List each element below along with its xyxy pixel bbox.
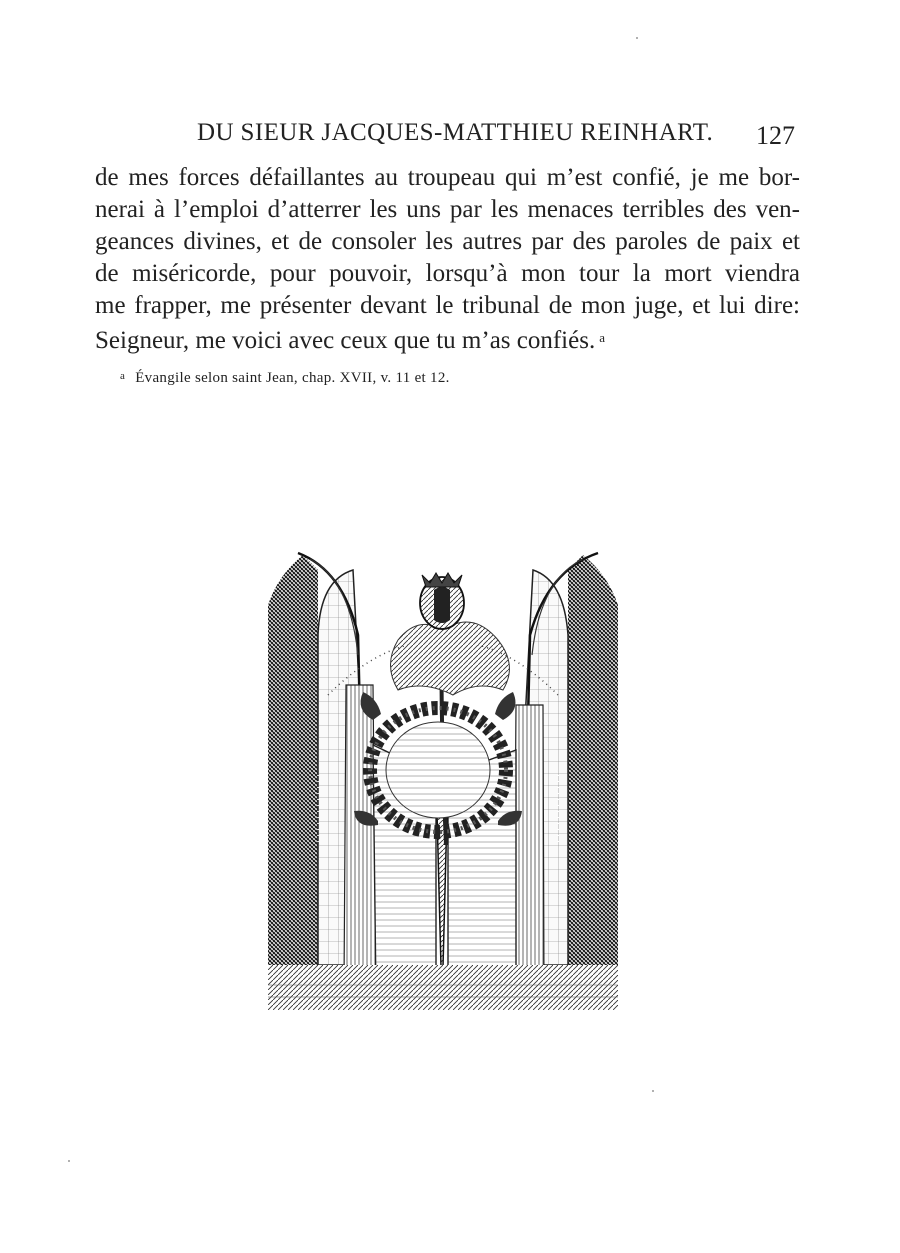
body-text: [95, 162, 800, 354]
left-wall: [268, 555, 318, 965]
paper-speck: [68, 1160, 70, 1162]
engraving-svg: [258, 545, 628, 1010]
paper-speck: [636, 37, 638, 39]
text-line-last: [95, 322, 800, 354]
footnote: [120, 370, 450, 387]
left-pier: [344, 685, 376, 985]
running-title: DU SIEUR JACQUES-MATTHIEU REINHART.: [197, 119, 714, 146]
right-wall: [568, 555, 618, 975]
text-line: geances divines, et de consoler les autres par des paroles de paix et: [95, 228, 800, 255]
footnote-text: Évangile selon saint Jean, chap. XVII, v. 11 et 12.: [135, 370, 450, 386]
footnote-mark: a: [120, 370, 126, 382]
running-head: [0, 117, 900, 153]
text-line: me frapper, me présenter devant le tribunal de mon juge, et lui dire:: [95, 292, 800, 319]
text-line: de miséricorde, pour pouvoir, lorsqu’à mon tour la mort viendra: [95, 260, 800, 287]
text-line: nerai à l’emploi d’atterrer les uns par les menaces terribles des ven-: [95, 196, 800, 223]
text-line: de mes forces défaillantes au troupeau qui m’est confié, je me bor-: [95, 164, 800, 191]
vignette-illustration: [258, 545, 628, 1010]
floor: [268, 965, 618, 1010]
text-line-content: Seigneur, me voici avec ceux que tu m’as confiés.: [95, 327, 596, 354]
foliage: [391, 622, 510, 695]
paper-speck: [652, 1090, 654, 1092]
page-number: 127: [756, 121, 795, 150]
right-pier: [514, 705, 544, 990]
footnote-reference: a: [599, 330, 605, 345]
